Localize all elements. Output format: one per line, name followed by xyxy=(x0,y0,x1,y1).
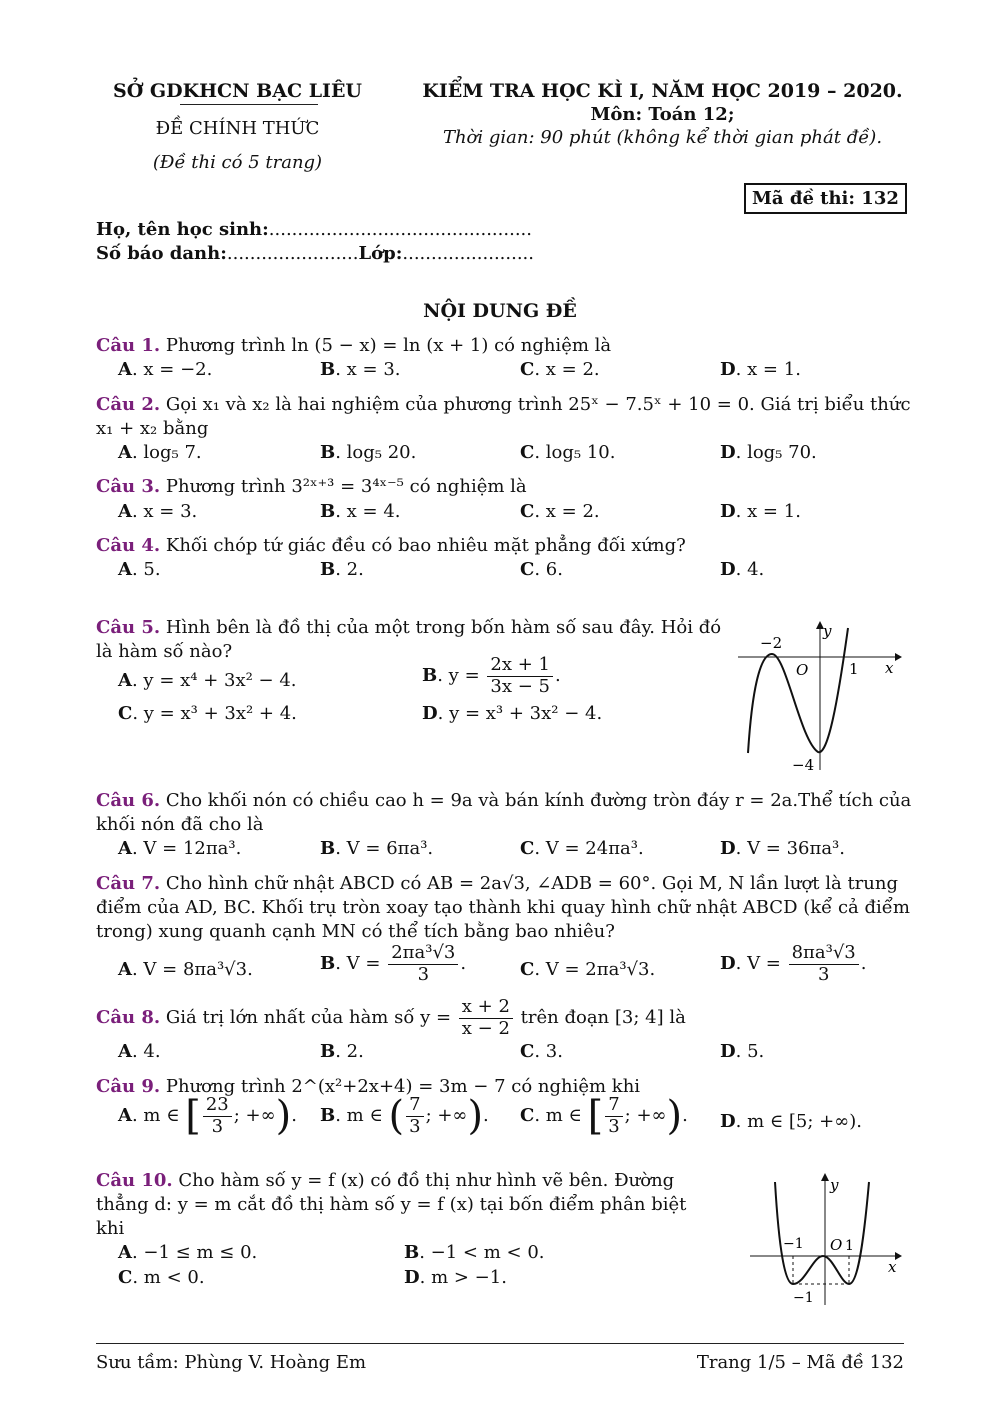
g5-x-label: x xyxy=(885,659,894,677)
q1-option-d[interactable]: D. x = 1. xyxy=(720,359,801,380)
q5-option-d[interactable]: D. y = x³ + 3x² − 4. xyxy=(422,703,603,724)
q6-option-d[interactable]: D. V = 36πa³. xyxy=(720,838,845,859)
q9-option-b[interactable]: B. m ∈ ( $\frac{7}{3}$ ; +∞). xyxy=(320,1093,489,1140)
question-8-text-post: trên đoạn [3; 4] là xyxy=(520,1007,686,1029)
g5-tick-1: 1 xyxy=(849,660,859,678)
g10-origin: O xyxy=(830,1236,843,1254)
q5-option-a[interactable]: A. y = x⁴ + 3x² − 4. xyxy=(118,670,297,691)
q5-option-c[interactable]: C. y = x³ + 3x² + 4. xyxy=(118,703,297,724)
g5-tick-neg4: −4 xyxy=(792,756,815,774)
question-2-text-cont: x₁ + x₂ bằng xyxy=(96,418,209,439)
student-name-line xyxy=(96,219,532,240)
question-1 xyxy=(96,335,611,356)
q8-option-a[interactable]: A. 4. xyxy=(118,1041,161,1062)
footer-left: Sưu tầm: Phùng V. Hoàng Em xyxy=(96,1352,367,1373)
q6-option-a[interactable]: A. V = 12πa³. xyxy=(118,838,242,859)
q3-option-d[interactable]: D. x = 1. xyxy=(720,501,801,522)
q9-option-a[interactable]: A. m ∈ [ $\frac{23}{3}$ ; +∞). xyxy=(118,1093,297,1140)
exam-title: KIỂM TRA HỌC KÌ I, NĂM HỌC 2019 – 2020. xyxy=(422,80,903,102)
department-underline xyxy=(180,104,318,105)
q5-option-b[interactable]: B. y = $\frac{2x + 1}{3x - 5}$ . xyxy=(422,654,561,697)
q10-option-c[interactable]: C. m < 0. xyxy=(118,1267,205,1288)
official-label: ĐỀ CHÍNH THỨC xyxy=(155,118,320,139)
q7-option-c[interactable]: C. V = 2πa³√3. xyxy=(520,959,656,980)
question-6 xyxy=(96,790,911,811)
g10-y-label: y xyxy=(830,1176,839,1194)
question-5 xyxy=(96,617,721,638)
question-3 xyxy=(96,476,527,497)
q10-option-b[interactable]: B. −1 < m < 0. xyxy=(404,1242,545,1263)
class-label: Lớp: xyxy=(358,243,403,264)
q7-option-b[interactable]: B. V = $\frac{\text{2πa³√3}}{3}$ . xyxy=(320,942,467,985)
g10-curve xyxy=(775,1182,869,1284)
q3-option-a[interactable]: A. x = 3. xyxy=(118,501,198,522)
question-10-label: Câu 10. xyxy=(96,1170,173,1191)
g10-tick-y-neg1: −1 xyxy=(793,1290,814,1306)
q8-option-b[interactable]: B. 2. xyxy=(320,1041,364,1062)
question-10-text: Cho hàm số y = f (x) có đồ thị như hình vẽ bên. Đường xyxy=(178,1170,675,1191)
g5-y-label: y xyxy=(823,622,832,640)
student-id-dots: ....................... xyxy=(226,243,359,264)
q7-option-a[interactable]: A. V = 8πa³√3. xyxy=(118,959,253,980)
g5-origin: O xyxy=(796,661,809,679)
q2-option-c[interactable]: C. log₅ 10. xyxy=(520,442,616,463)
exam-code-box: Mã đề thi: 132 xyxy=(744,183,907,214)
question-10-graph xyxy=(745,1170,905,1310)
q8-option-c[interactable]: C. 3. xyxy=(520,1041,563,1062)
g10-tick-neg1: −1 xyxy=(783,1236,804,1252)
question-4-label: Câu 4. xyxy=(96,535,161,556)
q8-option-d[interactable]: D. 5. xyxy=(720,1041,765,1062)
question-7-text-cont-1: điểm của AD, BC. Khối trụ tròn xoay tạo thành khi quay hình chữ nhật ABCD (kể cả điểm xyxy=(96,897,910,918)
student-name-dots: .............................................. xyxy=(268,219,532,240)
q7-option-d[interactable]: D. V = $\frac{\text{8πa³√3}}{3}$ . xyxy=(720,942,867,985)
question-7 xyxy=(96,873,898,894)
q4-option-d[interactable]: D. 4. xyxy=(720,559,765,580)
q2-option-b[interactable]: B. log₅ 20. xyxy=(320,442,417,463)
footer-right: Trang 1/5 – Mã đề 132 xyxy=(696,1352,904,1373)
question-8-text-pre: Giá trị lớn nhất của hàm số y = xyxy=(165,1007,452,1029)
q2-option-d[interactable]: D. log₅ 70. xyxy=(720,442,817,463)
q9-option-c[interactable]: C. m ∈ [ $\frac{7}{3}$ ; +∞). xyxy=(520,1093,688,1140)
q1-option-c[interactable]: C. x = 2. xyxy=(520,359,600,380)
department: SỞ GDKHCN BẠC LIÊU xyxy=(113,80,362,102)
question-7-label: Câu 7. xyxy=(96,873,161,894)
q2-option-a[interactable]: A. log₅ 7. xyxy=(118,442,202,463)
question-5-text-cont: là hàm số nào? xyxy=(96,641,233,662)
footer-rule xyxy=(96,1343,904,1344)
question-9-text: Phương trình 2^(x²+2x+4) = 3m − 7 có nghiệm khi xyxy=(165,1076,641,1097)
pages-note: (Đề thi có 5 trang) xyxy=(152,152,323,173)
question-3-text: Phương trình 3²ˣ⁺³ = 3⁴ˣ⁻⁵ có nghiệm là xyxy=(165,476,527,497)
question-7-text: Cho hình chữ nhật ABCD có AB = 2a√3, ∠ADB = 60°. Gọi M, N lần lượt là trung xyxy=(165,873,898,894)
section-title: NỘI DUNG ĐỀ xyxy=(423,300,577,322)
q4-option-b[interactable]: B. 2. xyxy=(320,559,364,580)
subject: Môn: Toán 12; xyxy=(590,104,735,125)
q3-option-b[interactable]: B. x = 4. xyxy=(320,501,401,522)
q4-option-c[interactable]: C. 6. xyxy=(520,559,563,580)
q1-option-a[interactable]: A. x = −2. xyxy=(118,359,213,380)
question-2-text: Gọi x₁ và x₂ là hai nghiệm của phương trình 25ˣ − 7.5ˣ + 10 = 0. Giá trị biểu thức xyxy=(165,394,911,415)
q10-option-a[interactable]: A. −1 ≤ m ≤ 0. xyxy=(118,1242,258,1263)
question-7-text-cont-2: trong) xung quanh cạnh MN có thể tích bằng bao nhiêu? xyxy=(96,921,615,942)
question-10 xyxy=(96,1170,674,1191)
question-1-text: Phương trình ln (5 − x) = ln (x + 1) có nghiệm là xyxy=(165,335,612,356)
question-8-fraction: $\frac{x + 2}{x - 2}$ xyxy=(459,997,513,1039)
g5-x-arrow-icon xyxy=(895,653,902,661)
question-6-text-cont: khối nón đã cho là xyxy=(96,814,264,835)
class-dots: ....................... xyxy=(402,243,534,264)
question-8-label: Câu 8. xyxy=(96,1007,161,1029)
q10-option-d[interactable]: D. m > −1. xyxy=(404,1267,507,1288)
student-id-line xyxy=(96,243,534,264)
question-5-graph xyxy=(730,620,905,780)
question-6-label: Câu 6. xyxy=(96,790,161,811)
question-6-text: Cho khối nón có chiều cao h = 9a và bán kính đường tròn đáy r = 2a.Thể tích của xyxy=(165,790,912,811)
q1-option-b[interactable]: B. x = 3. xyxy=(320,359,401,380)
q6-option-b[interactable]: B. V = 6πa³. xyxy=(320,838,434,859)
question-4-text: Khối chóp tứ giác đều có bao nhiêu mặt phẳng đối xứng? xyxy=(165,535,686,556)
question-4 xyxy=(96,535,686,556)
question-3-label: Câu 3. xyxy=(96,476,161,497)
question-9 xyxy=(96,1076,640,1097)
exam-time: Thời gian: 90 phút (không kể thời gian phát đề). xyxy=(442,127,883,148)
g10-x-label: x xyxy=(888,1258,897,1276)
question-8 xyxy=(96,997,686,1039)
question-1-label: Câu 1. xyxy=(96,335,161,356)
student-id-label: Số báo danh: xyxy=(96,243,227,264)
student-name-label: Họ, tên học sinh: xyxy=(96,219,269,240)
g10-y-arrow-icon xyxy=(821,1173,829,1181)
g5-tick-neg2: −2 xyxy=(760,634,783,652)
question-10-text-cont-2: khi xyxy=(96,1218,125,1239)
q4-option-a[interactable]: A. 5. xyxy=(118,559,161,580)
g10-tick-1: 1 xyxy=(845,1238,854,1254)
q6-option-c[interactable]: C. V = 24πa³. xyxy=(520,838,644,859)
question-9-label: Câu 9. xyxy=(96,1076,161,1097)
question-5-text: Hình bên là đồ thị của một trong bốn hàm số sau đây. Hỏi đó xyxy=(165,617,722,638)
q9-option-d[interactable]: D. m ∈ [5; +∞). xyxy=(720,1111,862,1132)
question-2 xyxy=(96,394,911,415)
question-10-text-cont-1: thẳng d: y = m cắt đồ thị hàm số y = f (x) tại bốn điểm phân biệt xyxy=(96,1194,687,1215)
question-5-label: Câu 5. xyxy=(96,617,161,638)
question-2-label: Câu 2. xyxy=(96,394,161,415)
q3-option-c[interactable]: C. x = 2. xyxy=(520,501,600,522)
